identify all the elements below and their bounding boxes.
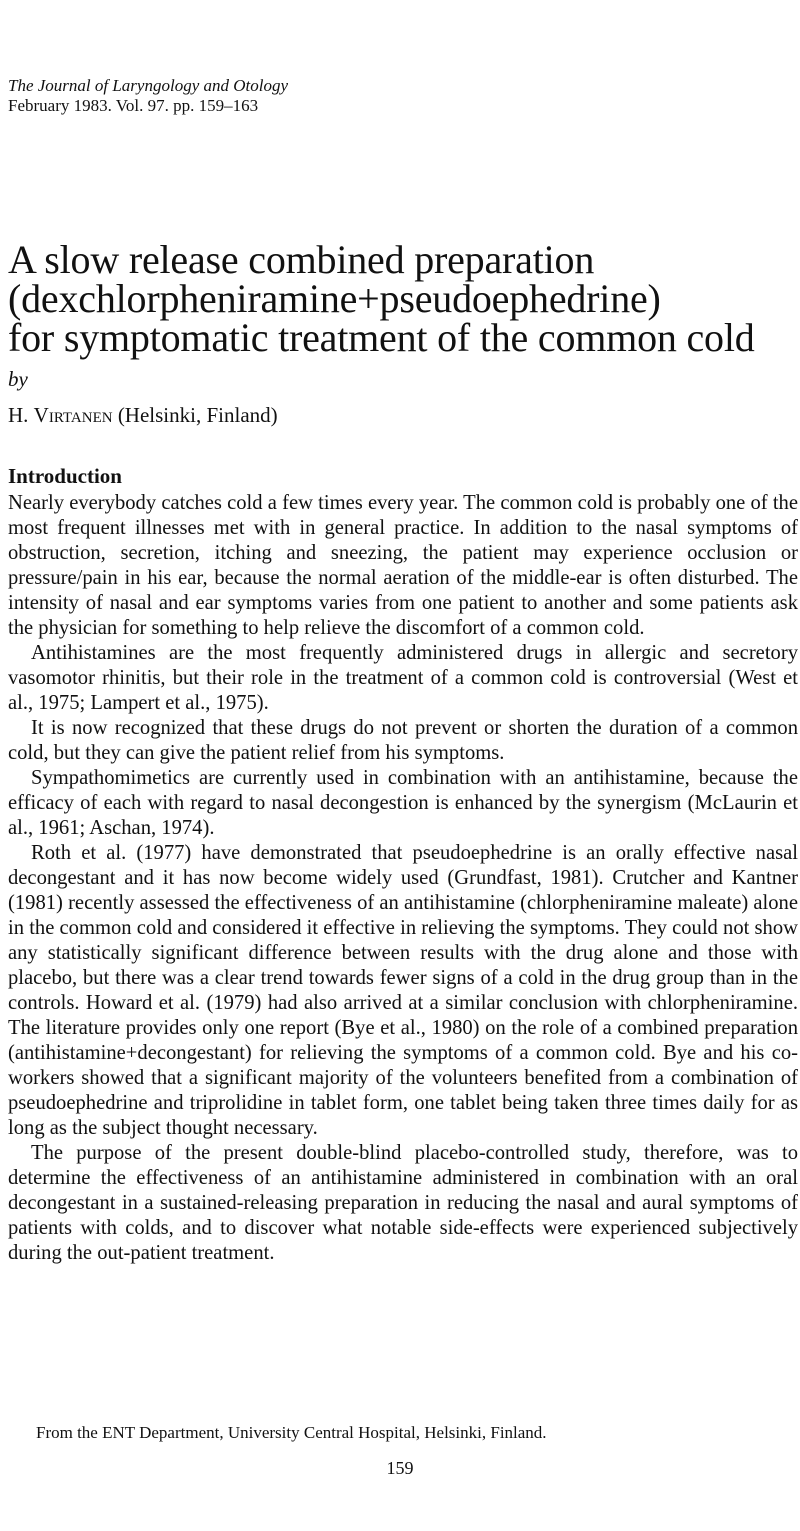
author-surname: Virtanen [33,403,113,427]
paragraph: Sympathomimetics are currently used in combination with an antihistamine, because the efficacy of each with regard to nasal decongestion is enhanced by the synergism (McLaurin et al., 1961; Aschan, 1974). [8,767,798,839]
author-line [8,403,278,428]
affiliation-footnote: From the ENT Department, University Central Hospital, Helsinki, Finland. [36,1423,547,1442]
author-initial: H. [8,403,29,427]
title-line: for symptomatic treatment of the common cold [8,315,755,360]
paragraph: Nearly everybody catches cold a few times every year. The common cold is probably one of the most frequent illnesses met with in general practice. In addition to the nasal symptoms of obstruction, secretion, itching and sneezing, the patient may experience occlusion or pressure/pain in his ear, because the normal aeration of the middle-ear is often disturbed. The intensity of nasal and ear symptoms varies from one patient to another and some patients ask the physician for something to help relieve the discomfort of a common cold. [8,492,798,639]
journal-issue: February 1983. Vol. 97. pp. 159–163 [8,96,259,115]
paragraph: It is now recognized that these drugs do not prevent or shorten the duration of a common cold, but they can give the patient relief from his symptoms. [8,717,798,764]
title-line: A slow release combined preparation [8,237,595,282]
article-title [8,237,798,360]
journal-header [8,76,288,116]
section-heading: Introduction [8,464,122,488]
title-line: (dexchlorpheniramine+pseudoephedrine) [8,276,661,321]
article-body [8,463,798,1266]
author-location: (Helsinki, Finland) [117,403,278,427]
paragraph: Roth et al. (1977) have demonstrated that pseudoephedrine is an orally effective nasal decongestant and it has now become widely used (Grundfast, 1981). Crutcher and Kantner (1981) recently assessed the effectiveness of an antihistamine (chlorpheniramine maleate) alone in the common cold and considered it effective in relieving the symptoms. They could not show any statistically significant difference between results with the drug alone and those with placebo, but there was a clear trend towards fewer signs of a cold in the drug group than in the controls. Howard et al. (1979) had also arrived at a similar conclusion with chlorpheniramine. The literature provides only one report (Bye et al., 1980) on the role of a combined preparation (antihistamine+decongestant) for relieving the symptoms of a common cold. Bye and his co-workers showed that a significant majority of the volunteers benefited from a combination of pseudoephedrine and triprolidine in tablet form, one tablet being taken three times daily for as long as the subject thought necessary. [8,842,798,1139]
paragraph: The purpose of the present double-blind placebo-controlled study, therefore, was to determine the effectiveness of an antihistamine administered in combination with an oral decongestant in a sustained-releasing preparation in reducing the nasal and aural symptoms of patients with colds, and to discover what notable side-effects were experienced subjectively during the out-patient treatment. [8,1142,798,1264]
paragraph: Antihistamines are the most frequently administered drugs in allergic and secretory vasomotor rhinitis, but their role in the treatment of a common cold is controversial (West et al., 1975; Lampert et al., 1975). [8,642,798,714]
byline-by: by [8,367,28,391]
page-number: 159 [386,1458,414,1478]
journal-name: The Journal of Laryngology and Otology [8,76,289,95]
